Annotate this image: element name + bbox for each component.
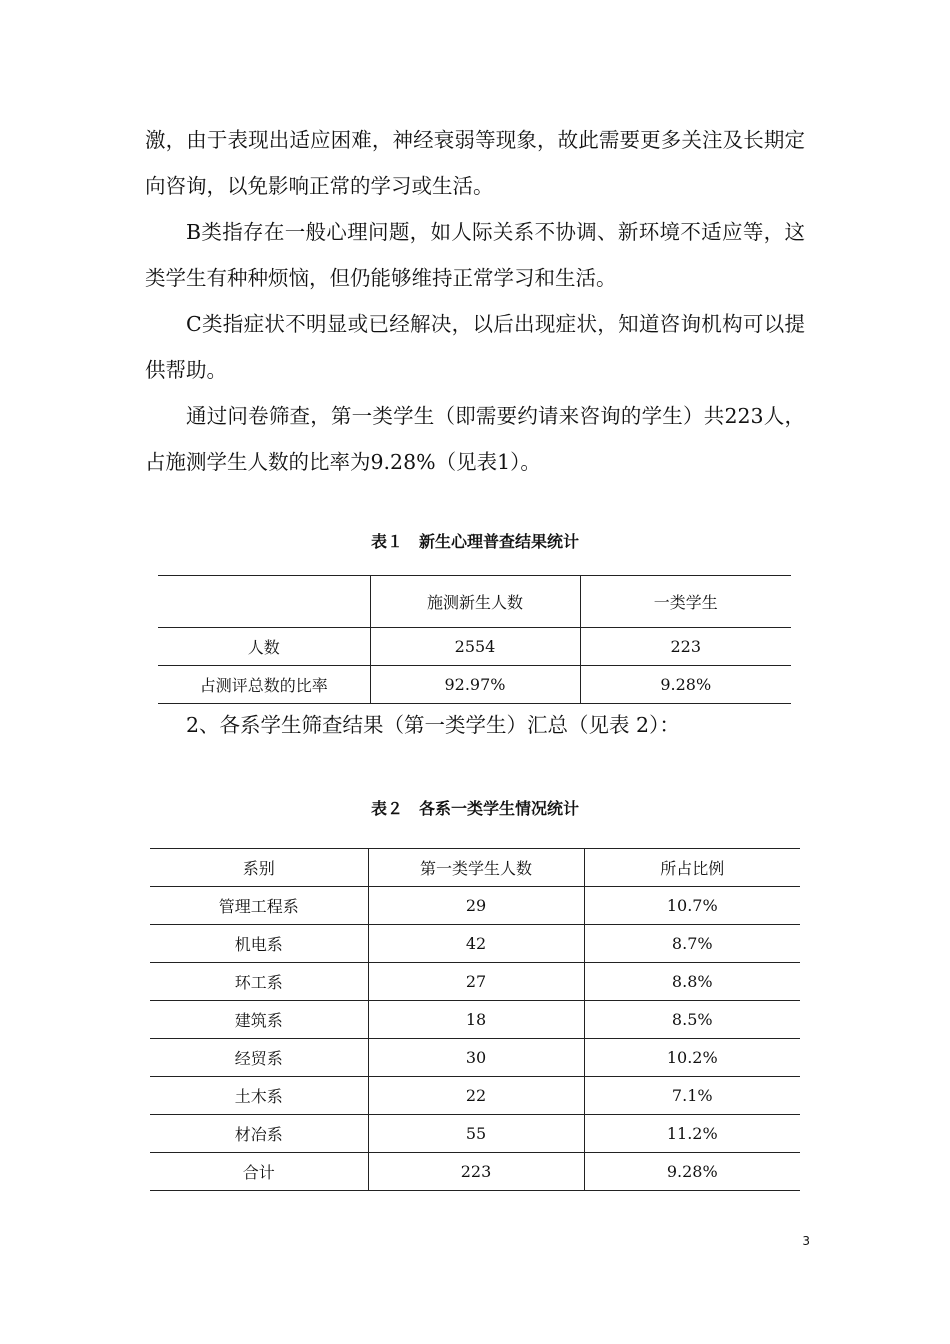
table-cell: 环工系 — [150, 963, 368, 1001]
paragraph-class-c: C类指症状不明显或已经解决，以后出现症状，知道咨询机构可以提供帮助。 — [145, 312, 805, 382]
table-cell: 223 — [368, 1153, 584, 1191]
table-header-cell: 所占比例 — [584, 849, 800, 887]
table-cell: 29 — [368, 887, 584, 925]
paragraph-continuation: 激，由于表现出适应困难，神经衰弱等现象，故此需要更多关注及长期定向咨询，以免影响正常的学习或生活。 — [145, 128, 805, 198]
table-cell: 管理工程系 — [150, 887, 368, 925]
table-cell: 9.28% — [580, 666, 791, 704]
table-row — [150, 1077, 800, 1115]
table-header-cell: 系别 — [150, 849, 368, 887]
table-cell: 11.2% — [584, 1115, 800, 1153]
table-row — [150, 1001, 800, 1039]
table-row — [150, 887, 800, 925]
table-cell: 22 — [368, 1077, 584, 1115]
table-cell: 合计 — [150, 1153, 368, 1191]
table-cell: 材冶系 — [150, 1115, 368, 1153]
table-row — [150, 1115, 800, 1153]
paragraph-class-b: B类指存在一般心理问题，如人际关系不协调、新环境不适应等，这类学生有种种烦恼，但仍能够维持正常学习和生活。 — [145, 220, 805, 290]
paragraph-screening-result: 通过问卷筛查，第一类学生（即需要约请来咨询的学生）共223人，占施测学生人数的比率为9.28%（见表1）。 — [145, 404, 805, 474]
table-cell: 建筑系 — [150, 1001, 368, 1039]
table-cell: 机电系 — [150, 925, 368, 963]
table-cell: 223 — [580, 628, 791, 666]
table-cell: 9.28% — [584, 1153, 800, 1191]
table-header-cell: 一类学生 — [580, 576, 791, 628]
table-cell: 42 — [368, 925, 584, 963]
table-row — [150, 963, 800, 1001]
table1-caption: 表１ 新生心理普查结果统计 — [370, 532, 579, 551]
page-number: 3 — [802, 1234, 810, 1248]
table-cell: 8.7% — [584, 925, 800, 963]
table2 — [150, 848, 800, 1191]
table-cell: 8.5% — [584, 1001, 800, 1039]
table-row — [150, 1039, 800, 1077]
table-cell: 30 — [368, 1039, 584, 1077]
table-cell: 7.1% — [584, 1077, 800, 1115]
table-row — [150, 925, 800, 963]
table-row — [158, 628, 791, 666]
table-cell: 人数 — [158, 628, 370, 666]
table-cell: 92.97% — [370, 666, 580, 704]
table-header-cell: 第一类学生人数 — [368, 849, 584, 887]
table-cell: 10.7% — [584, 887, 800, 925]
table-cell: 27 — [368, 963, 584, 1001]
table-cell: 土木系 — [150, 1077, 368, 1115]
table-row — [158, 666, 791, 704]
table-cell: 18 — [368, 1001, 584, 1039]
table-cell: 经贸系 — [150, 1039, 368, 1077]
table1 — [158, 575, 791, 704]
table-cell: 占测评总数的比率 — [158, 666, 370, 704]
table1-header-row — [158, 576, 791, 628]
section-heading: 2、各系学生筛查结果（第一类学生）汇总（见表 2）： — [186, 713, 680, 737]
table-cell: 8.8% — [584, 963, 800, 1001]
table2-header-row — [150, 849, 800, 887]
table-header-cell: 施测新生人数 — [370, 576, 580, 628]
table-cell: 2554 — [370, 628, 580, 666]
table-cell: 10.2% — [584, 1039, 800, 1077]
table-cell: 55 — [368, 1115, 584, 1153]
table-row-total — [150, 1153, 800, 1191]
table-header-cell — [158, 576, 370, 628]
table2-caption: 表２ 各系一类学生情况统计 — [370, 799, 579, 818]
